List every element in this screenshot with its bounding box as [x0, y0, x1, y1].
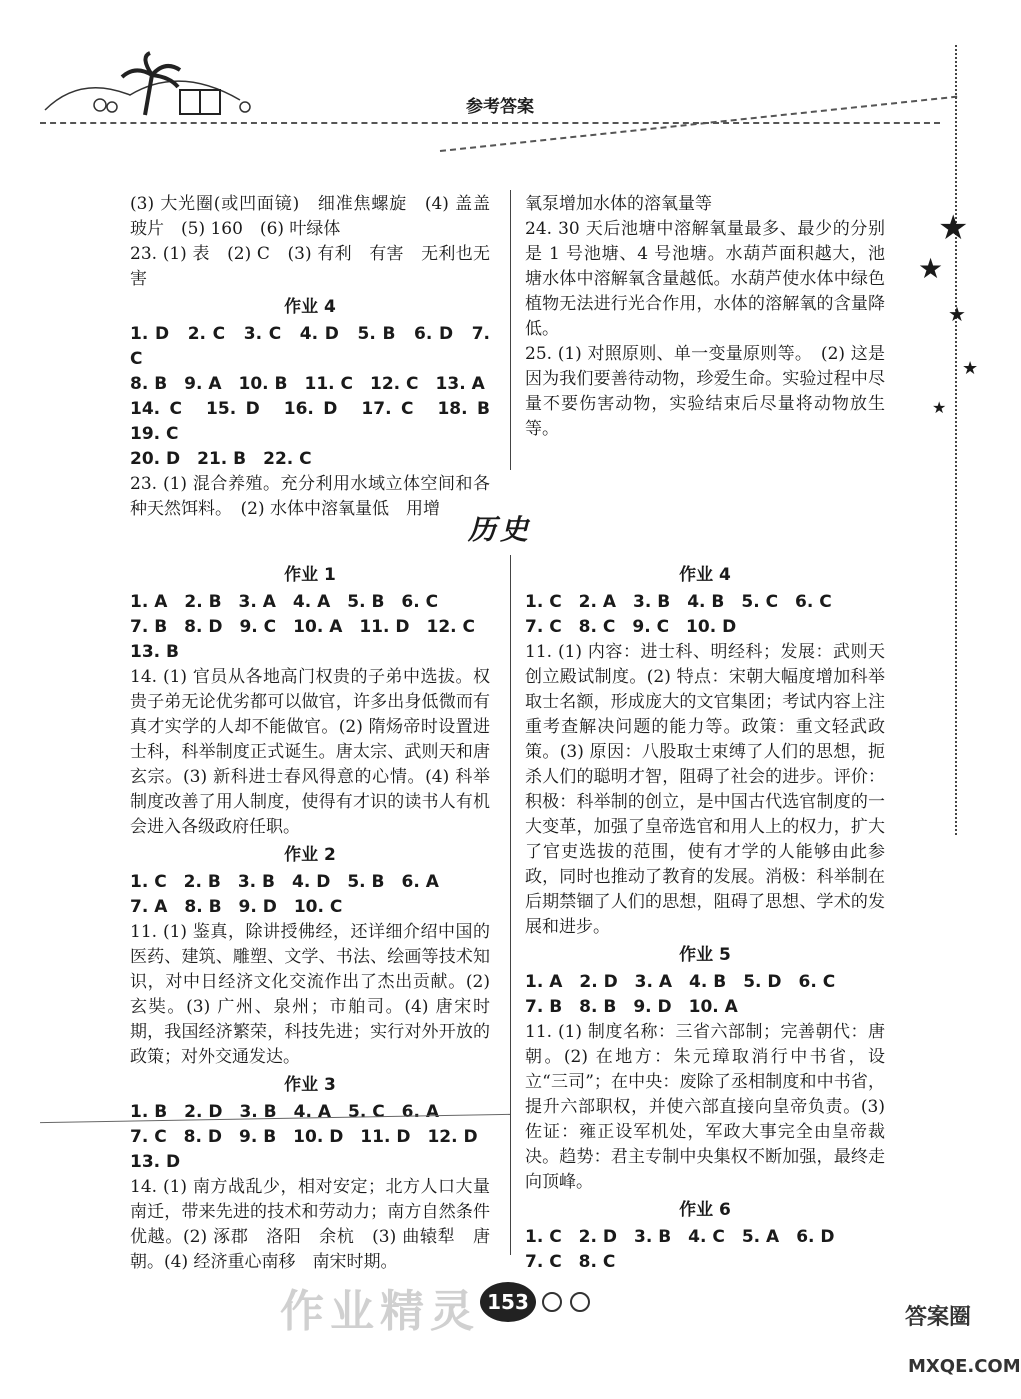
answer-line: 14. (1) 南方战乱少，相对安定；北方人口大量南迁，带来先进的技术和劳动力；南方自然条件优越。(2) 涿郡 洛阳 余杭 (3) 曲辕犁 唐朝。(4) 经济重心南移 南宋时期。 [130, 1177, 490, 1272]
site-logo-url: MXQE.COM [908, 1356, 1021, 1377]
star-icon: ★ [938, 208, 969, 248]
answer-line: 23. (1) 混合养殖。充分利用水域立体空间和各种天然饵料。 (2) 水体中溶氧量低 用增 [130, 474, 490, 519]
answer-line: 25. (1) 对照原则、单一变量原则等。 (2) 这是因为我们要善待动物，珍爱生命。实验过程中尽量不要伤害动物，实验结束后尽量将动物放生等。 [525, 344, 885, 439]
page-number-circles-decoration [540, 1290, 600, 1314]
answer-line: 氧泵增加水体的溶氧量等 [525, 194, 712, 214]
answer-line: 7. C 8. C [525, 1252, 616, 1272]
answer-line: 11. (1) 内容：进士科、明经科；发展：武则天创立殿试制度。(2) 特点：宋朝大幅度增加科举取士名额，形成庞大的文官集团；考试内容上注重考查解决问题的能力等。政策：重文轻武政策。(3) 原因：八股取士束缚了人们的思想，扼杀人们的聪明才智，阻碍了社会的进步。评价：积极：科举制的创立，是中国古代选官制度的一大变革，加强了皇帝选官和用人上的权力，扩大了官吏选拔的范围，使有才学的人能够由此参政，同时也推动了教育的发展。消极：科举制在后期禁锢了人们的思想，阻碍了思想、学术的发展和进步。 [525, 642, 885, 937]
answer-line: 7. B 8. B 9. D 10. A [525, 997, 738, 1017]
answer-line: 11. (1) 制度名称：三省六部制；完善朝代：唐朝。(2) 在地方：朱元璋取消行中书省，设立“三司”；在中央：废除了丞相制度和中书省，提升六部职权，并使六部直接向皇帝负责。(3) 佐证：雍正设军机处，军政大事完全由皇帝裁决。趋势：君主专制中央集权不断加强，最终走向顶峰。 [525, 1022, 885, 1192]
star-icon: ★ [932, 398, 947, 417]
page-number: 153 [480, 1282, 536, 1322]
answer-line: 13. B [130, 642, 179, 662]
answer-line: 11. (1) 鉴真，除讲授佛经，还详细介绍中国的医药、建筑、雕塑、文学、书法、绘画等技术知识，对中日经济文化交流作出了杰出贡献。(2) 玄奘。(3) 广州、泉州；市舶司。(4) 唐宋时期，我国经济繁荣，科技先进；实行对外开放的政策；对外交通发达。 [130, 922, 490, 1067]
answer-line: 7. C 8. C 9. C 10. D [525, 617, 737, 637]
answer-line: 1. C 2. A 3. B 4. B 5. C 6. C [525, 592, 832, 612]
history-right-column [525, 560, 885, 1275]
answer-line: 1. C 2. B 3. B 4. D 5. B 6. A [130, 872, 439, 892]
answer-line: 1. B 2. D 3. B 4. A 5. C 6. A [130, 1102, 440, 1122]
top-left-column [130, 192, 507, 522]
answer-line: 1. D 2. C 3. C 4. D 5. B 6. D 7. C [130, 324, 490, 369]
homework-title: 作业 3 [284, 1075, 336, 1095]
answer-line: 7. B 8. D 9. C 10. A 11. D 12. C [130, 617, 476, 637]
answer-line: 1. A 2. D 3. A 4. B 5. D 6. C [525, 972, 836, 992]
homework-title: 作业 2 [284, 845, 336, 865]
star-icon: ★ [918, 252, 944, 285]
homework-title: 作业 4 [284, 297, 336, 317]
star-icon: ★ [948, 302, 966, 326]
answer-line: 24. 30 天后池塘中溶解氧量最多、最少的分别是 1 号池塘、4 号池塘。水葫芦面积越大，池塘水体中溶解氧含量越低。水葫芦使水体中绿色植物无法进行光合作用，水体的溶解氧的含量降低。 [525, 219, 885, 339]
homework-title: 作业 5 [679, 945, 731, 965]
answer-line: 20. D 21. B 22. C [130, 449, 312, 469]
answer-line: 14. C 15. D 16. D 17. C 18. B 19. C [130, 399, 507, 444]
answer-line: 23. (1) 表 (2) C (3) 有利 有害 无利也无害 [130, 244, 490, 289]
header-divider [40, 122, 940, 124]
homework-title: 作业 6 [679, 1200, 731, 1220]
subject-title: 历史 [467, 513, 532, 546]
site-logo: 答案圈 [905, 1305, 972, 1330]
answer-line: 8. B 9. A 10. B 11. C 12. C 13. A [130, 374, 485, 394]
top-right-column [525, 192, 885, 442]
answer-line: 1. C 2. D 3. B 4. C 5. A 6. D [525, 1227, 835, 1247]
star-icon: ★ [962, 358, 979, 379]
answer-line: 7. C 8. D 9. B 10. D 11. D 12. D [130, 1127, 478, 1147]
answer-line: 13. D [130, 1152, 181, 1172]
column-divider [510, 190, 511, 470]
answer-line: 7. A 8. B 9. D 10. C [130, 897, 343, 917]
palm-tree-book-decoration [40, 55, 280, 120]
answer-line: (3) 大光圈(或凹面镜) 细准焦螺旋 (4) 盖盖玻片 (5) 160 (6) 叶绿体 [130, 194, 490, 239]
answer-line: 1. A 2. B 3. A 4. A 5. B 6. C [130, 592, 439, 612]
header-title: 参考答案 [466, 97, 534, 117]
homework-title: 作业 1 [284, 565, 336, 585]
answer-line: 14. (1) 官员从各地高门权贵的子弟中选拔。权贵子弟无论优劣都可以做官，许多出身低微而有真才实学的人却不能做官。(2) 隋炀帝时设置进士科，科举制度正式诞生。唐太宗、武则天和唐玄宗。(3) 新科进士春风得意的心情。(4) 科举制度改善了用人制度，使得有才识的读书人有机会进入各级政府任职。 [130, 667, 490, 837]
history-left-column [130, 560, 490, 1275]
column-divider [510, 555, 511, 1255]
homework-title: 作业 4 [679, 565, 731, 585]
right-dotted-border [955, 45, 957, 835]
watermark: 作业精灵 [280, 1286, 480, 1337]
